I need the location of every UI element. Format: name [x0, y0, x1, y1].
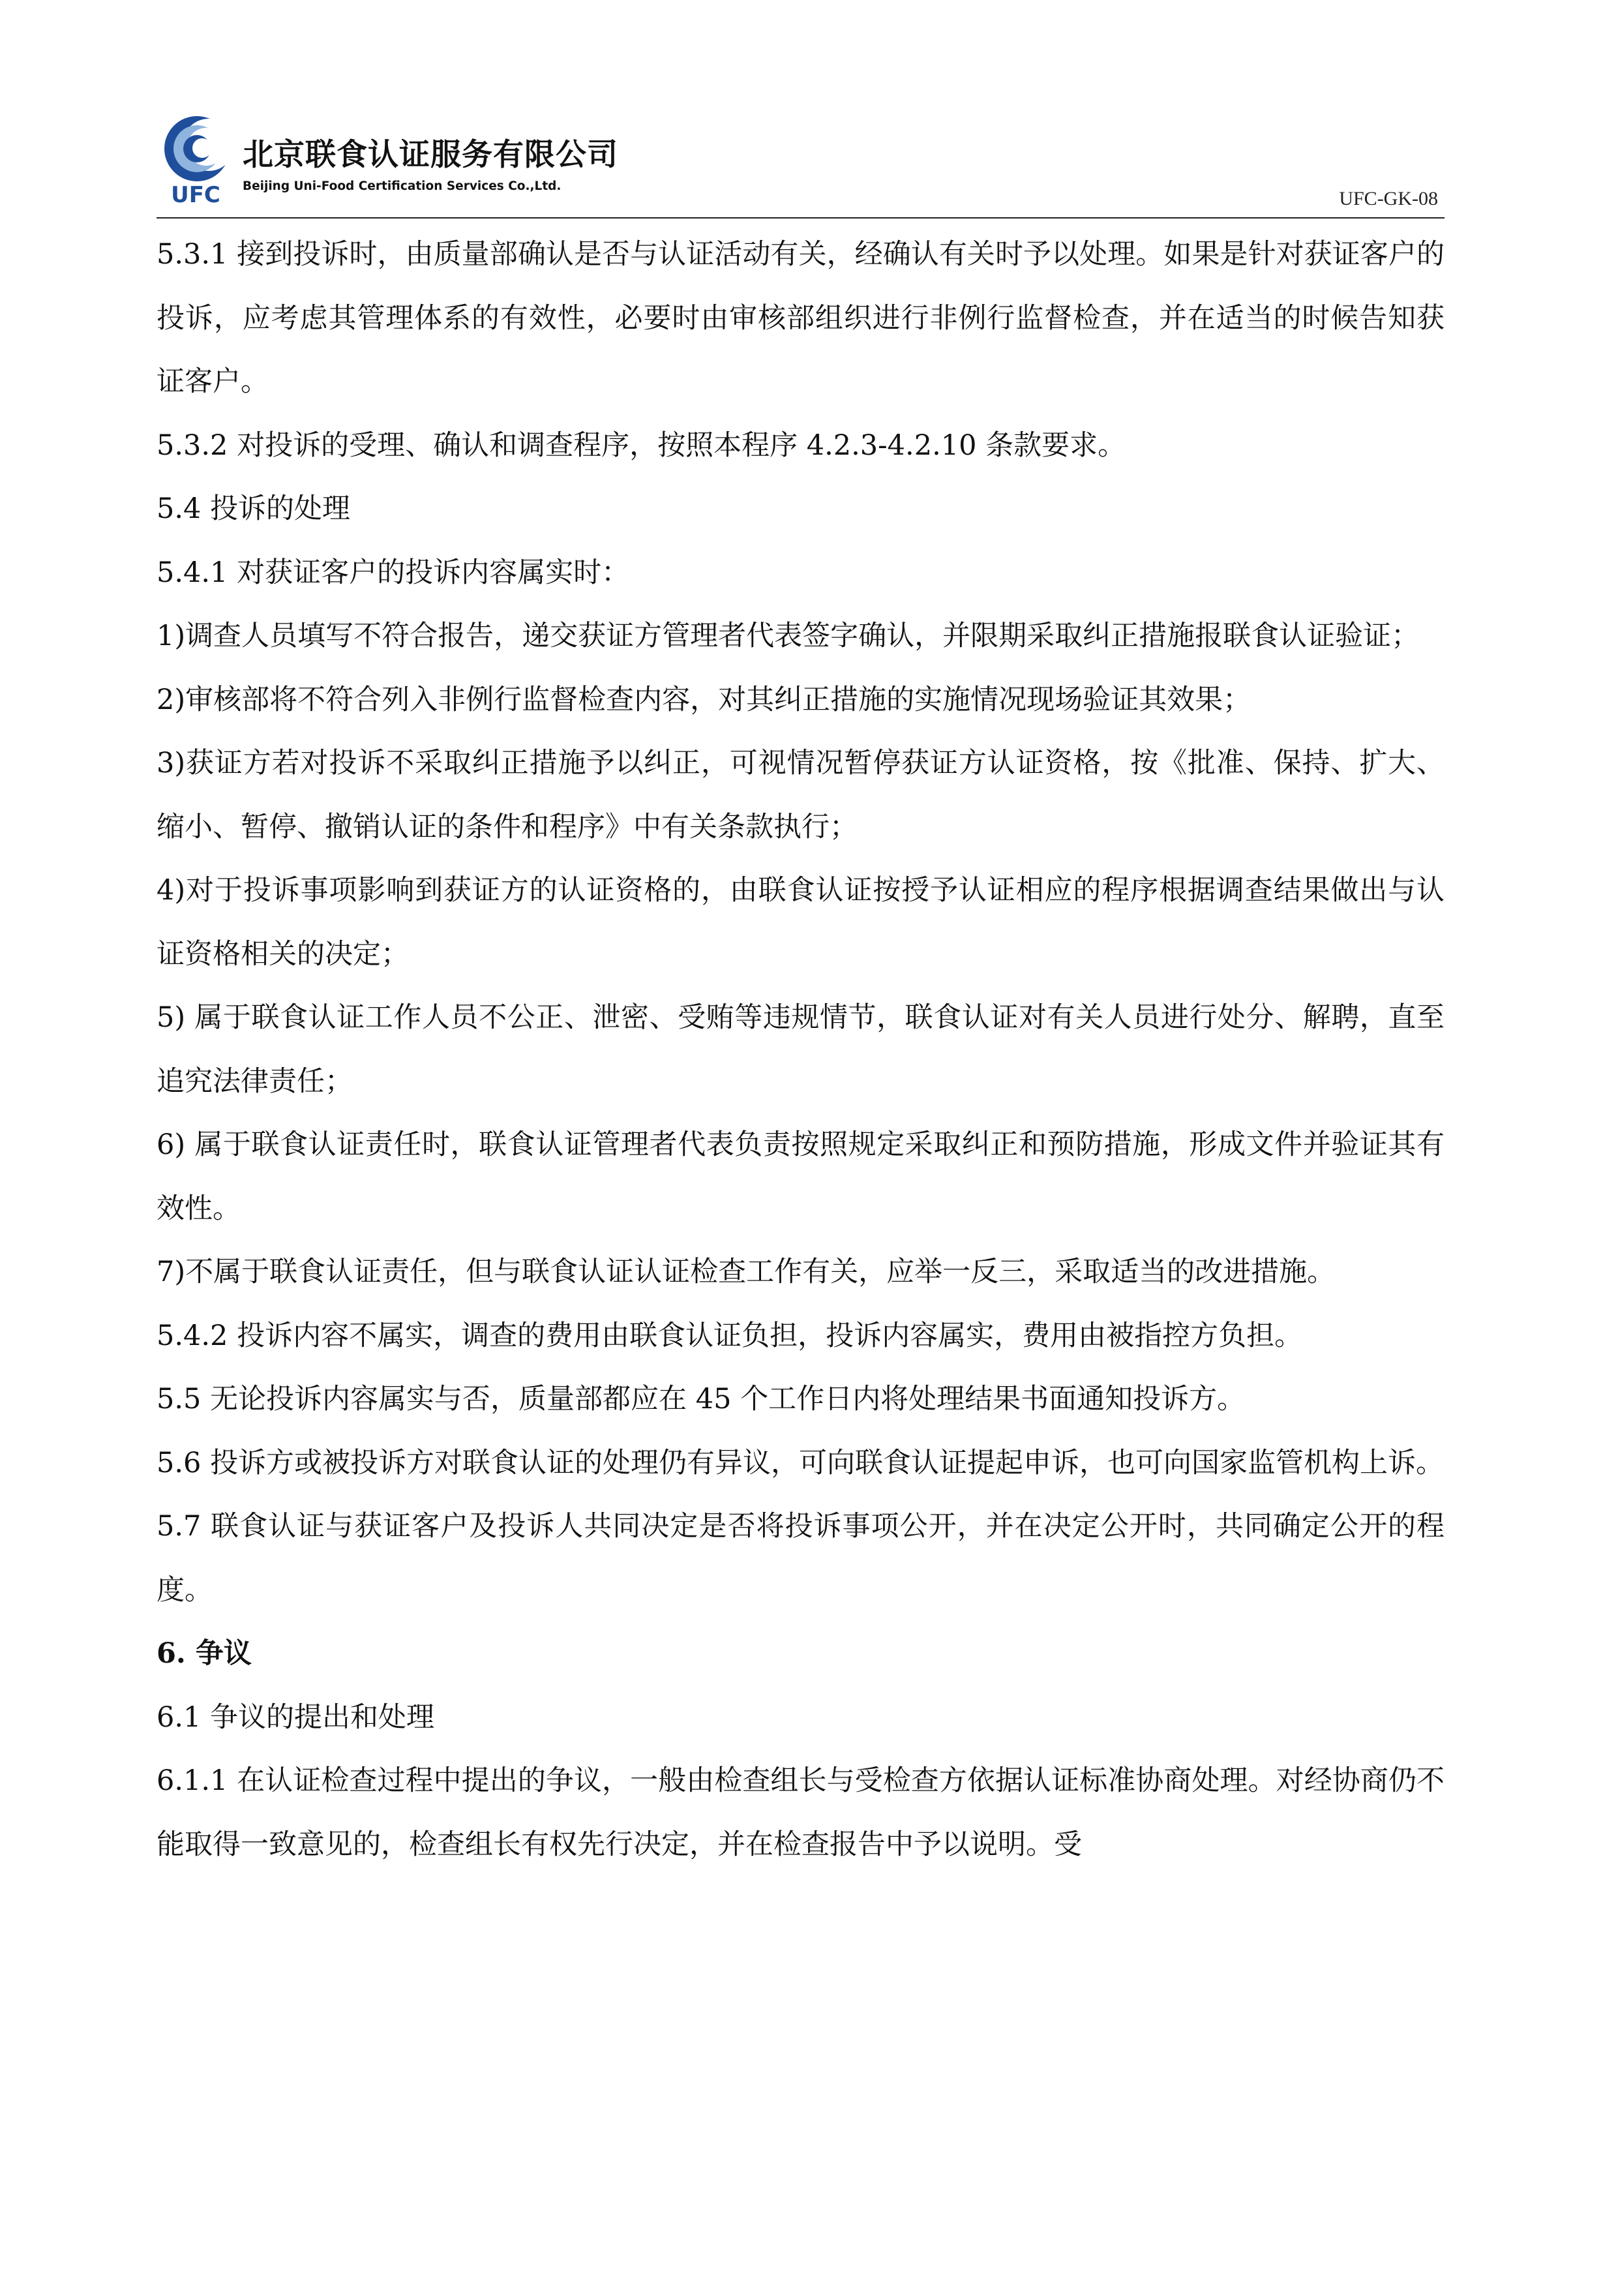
- paragraph-5-3-2: 5.3.2 对投诉的受理、确认和调查程序，按照本程序 4.2.3-4.2.10 条款要求。: [157, 429, 1126, 462]
- paragraph-6-1: 6.1 争议的提出和处理: [157, 1700, 435, 1734]
- list-item-7: 7)不属于联食认证责任，但与联食认证认证检查工作有关，应举一反三，采取适当的改进措施。: [157, 1256, 1336, 1288]
- paragraph-5-4-2: 5.4.2 投诉内容不属实，调查的费用由联食认证负担，投诉内容属实，费用由被指控方负担。: [157, 1319, 1303, 1352]
- paragraph-5-5: 5.5 无论投诉内容属实与否，质量部都应在 45 个工作日内将处理结果书面通知投诉方。: [157, 1383, 1246, 1415]
- paragraph-6-1-1: 6.1.1 在认证检查过程中提出的争议，一般由检查组长与受检查方依据认证标准协商处理。对经协商仍不能取得一致意见的，检查组长有权先行决定，并在检查报告中予以说明。受: [157, 1764, 1445, 1861]
- company-name-en: Beijing Uni-Food Certification Services Co.,Ltd.: [243, 179, 562, 193]
- ufc-logo: [157, 111, 241, 209]
- paragraph-5-3-1: 5.3.1 接到投诉时，由质量部确认是否与认证活动有关，经确认有关时予以处理。如果是针对获证客户的投诉，应考虑其管理体系的有效性，必要时由审核部组织进行非例行监督检查，并在适当的时候告知获证客户。: [157, 238, 1445, 398]
- paragraph-5-4: 5.4 投诉的处理: [157, 492, 351, 525]
- header-divider: [157, 217, 1445, 219]
- document-code: UFC-GK-08: [1339, 188, 1438, 209]
- list-item-6: 6) 属于联食认证责任时，联食认证管理者代表负责按照规定采取纠正和预防措施，形成文件并验证其有效性。: [157, 1128, 1445, 1225]
- paragraph-5-6: 5.6 投诉方或被投诉方对联食认证的处理仍有异议，可向联食认证提起申诉，也可向国家监管机构上诉。: [157, 1446, 1445, 1479]
- ufc-logo-icon: [157, 111, 241, 209]
- paragraph-5-4-1: 5.4.1 对获证客户的投诉内容属实时：: [157, 556, 630, 589]
- logo-text: UFC: [171, 182, 220, 208]
- page-header: [157, 111, 1445, 212]
- list-item-2: 2)审核部将不符合列入非例行监督检查内容，对其纠正措施的实施情况现场验证其效果；: [157, 683, 1251, 716]
- company-name-cn: 北京联食认证服务有限公司: [243, 137, 618, 173]
- list-item-5: 5) 属于联食认证工作人员不公正、泄密、受贿等违规情节，联食认证对有关人员进行处分、解聘，直至追究法律责任；: [157, 1001, 1445, 1098]
- paragraph-5-7: 5.7 联食认证与获证客户及投诉人共同决定是否将投诉事项公开，并在决定公开时，共同确定公开的程度。: [157, 1510, 1445, 1607]
- list-item-3: 3)获证方若对投诉不采取纠正措施予以纠正，可视情况暂停获证方认证资格，按《批准、保持、扩大、缩小、暂停、撤销认证的条件和程序》中有关条款执行；: [157, 747, 1445, 843]
- company-name-block: [243, 130, 618, 193]
- document-body: [157, 223, 1445, 1877]
- section-heading-6: 6. 争议: [157, 1637, 252, 1670]
- list-item-1: 1)调查人员填写不符合报告，递交获证方管理者代表签字确认，并限期采取纠正措施报联食认证验证；: [157, 620, 1420, 652]
- list-item-4: 4)对于投诉事项影响到获证方的认证资格的，由联食认证按授予认证相应的程序根据调查结果做出与认证资格相关的决定；: [157, 874, 1445, 971]
